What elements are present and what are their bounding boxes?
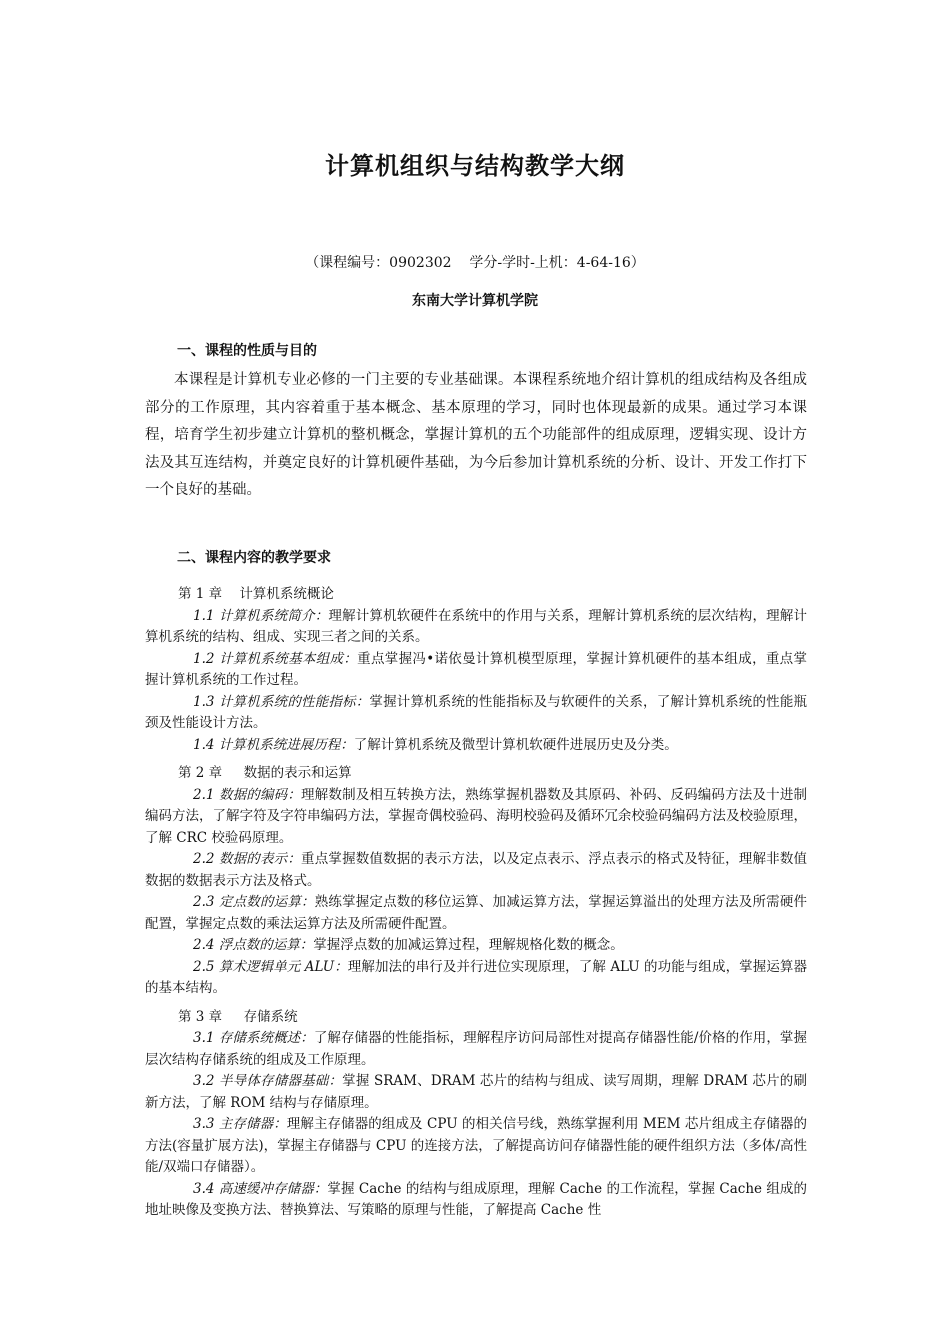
item-label: 2.2 数据的表示： bbox=[193, 851, 302, 867]
item-label: 3.1 存储系统概述： bbox=[193, 1030, 314, 1046]
item-text: 掌握浮点数的加减运算过程，理解规格化数的概念。 bbox=[313, 937, 624, 953]
item-text: 掌握 Cache 的结构与组成原理，理解 Cache 的工作流程，掌握 Cache 组成的地址映像及变换方法、替换算法、写策略的原理与性能，了解提高 Cache 性 bbox=[145, 1180, 807, 1218]
chapter-3-title: 第 3 章 存储系统 bbox=[178, 1008, 298, 1025]
item-text: 掌握计算机系统的性能指标及与软硬件的关系，了解计算机系统的性能瓶颈及性能设计方法。 bbox=[145, 693, 807, 731]
section-1-heading: 一、课程的性质与目的 bbox=[177, 343, 317, 359]
section-1-paragraph: 本课程是计算机专业必修的一门主要的专业基础课。本课程系统地介绍计算机的组成结构及各组成部分的工作原理，其内容着重于基本概念、基本原理的学习，同时也体现最新的成果。通过学习本课程，培育学生初步建立计算机的整机概念，掌握计算机的五个功能部件的组成原理，逻辑实现、设计方法及其互连结构，并奠定良好的计算机硬件基础，为今后参加计算机系统的分析、设计、开发工作打下一个良好的基础。 bbox=[145, 372, 807, 498]
school-name: 东南大学计算机学院 bbox=[412, 293, 538, 309]
chapter-3-item-3 bbox=[145, 1114, 807, 1179]
item-label: 1.1 计算机系统简介： bbox=[193, 607, 329, 624]
item-label: 1.3 计算机系统的性能指标： bbox=[193, 693, 370, 710]
item-text: 重点掌握冯•诺依曼计算机模型原理，掌握计算机硬件的基本组成，重点掌握计算机系统的工作过程。 bbox=[145, 650, 807, 688]
course-info: （课程编号：0902302 学分-学时-上机：4-64-16） bbox=[305, 255, 645, 271]
item-label: 3.2 半导体存储器基础： bbox=[193, 1073, 343, 1089]
chapter-1-item-2 bbox=[145, 649, 807, 692]
chapter-1-item-1 bbox=[145, 606, 807, 649]
item-text: 了解存储器的性能指标，理解程序访问局部性对提高存储器性能/价格的作用，掌握层次结构存储系统的组成及工作原理。 bbox=[145, 1030, 807, 1068]
item-text: 重点掌握数值数据的表示方法，以及定点表示、浮点表示的格式及特征，理解非数值数据的数据表示方法及格式。 bbox=[145, 851, 808, 889]
item-label: 3.4 高速缓冲存储器： bbox=[193, 1180, 328, 1197]
item-label: 3.3 主存储器： bbox=[193, 1116, 287, 1132]
item-label: 1.2 计算机系统基本组成： bbox=[193, 650, 358, 667]
chapter-1-item-4 bbox=[145, 735, 807, 757]
item-label: 1.4 计算机系统进展历程： bbox=[193, 736, 354, 753]
chapter-1-title: 第 1 章 计算机系统概论 bbox=[178, 586, 334, 602]
item-text: 掌握 SRAM、DRAM 芯片的结构与组成、读写周期，理解 DRAM 芯片的刷新方法，了解 ROM 结构与存储原理。 bbox=[145, 1073, 807, 1111]
item-text: 理解加法的串行及并行进位实现原理，了解 ALU 的功能与组成，掌握运算器的基本结构。 bbox=[145, 958, 808, 996]
chapter-2-item-5 bbox=[145, 957, 807, 1000]
chapter-2-item-3 bbox=[145, 892, 807, 935]
item-label: 2.4 浮点数的运算： bbox=[193, 937, 314, 953]
chapter-2-item-2 bbox=[145, 849, 807, 892]
chapter-3-item-1 bbox=[145, 1028, 807, 1071]
section-2-content bbox=[145, 584, 807, 1222]
item-text: 理解计算机软硬件在系统中的作用与关系，理解计算机系统的层次结构，理解计算机系统的结构、组成、实现三者之间的关系。 bbox=[145, 607, 808, 645]
chapter-2-item-4 bbox=[145, 935, 807, 957]
chapter-2-title: 第 2 章 数据的表示和运算 bbox=[178, 765, 352, 781]
chapter-3-item-2 bbox=[145, 1071, 807, 1114]
item-text: 理解主存储器的组成及 CPU 的相关信号线，熟练掌握利用 MEM 芯片组成主存储器的方法(容量扩展方法)，掌握主存储器与 CPU 的连接方法，了解提高访问存储器性能的硬件组织方法（多体/高性能/双端口存储器）。 bbox=[145, 1116, 808, 1175]
item-text: 了解计算机系统及微型计算机软硬件进展历史及分类。 bbox=[353, 736, 678, 753]
item-text: 理解数制及相互转换方法，熟练掌握机器数及其原码、补码、反码编码方法及十进制编码方法，了解字符及字符串编码方法，掌握奇偶校验码、海明校验码及循环冗余校验码编码方法及校验原理，了解 CRC 校验码原理。 bbox=[145, 786, 808, 846]
item-label: 2.5 算术逻辑单元 ALU： bbox=[193, 958, 348, 975]
item-label: 2.3 定点数的运算： bbox=[193, 894, 315, 910]
chapter-2-item-1 bbox=[145, 785, 807, 850]
item-text: 熟练掌握定点数的移位运算、加减运算方法，掌握运算溢出的处理方法及所需硬件配置，掌握定点数的乘法运算方法及所需硬件配置。 bbox=[145, 894, 807, 932]
chapter-1-item-3 bbox=[145, 692, 807, 735]
document-title: 计算机组织与结构教学大纲 bbox=[325, 152, 625, 180]
chapter-3-item-4 bbox=[145, 1179, 807, 1222]
item-label: 2.1 数据的编码： bbox=[193, 786, 302, 803]
section-2-heading: 二、课程内容的教学要求 bbox=[177, 550, 331, 566]
